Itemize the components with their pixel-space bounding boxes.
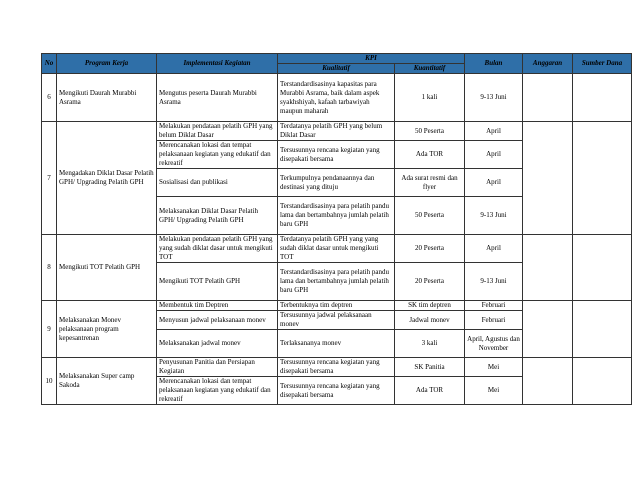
kuantitatif-cell: 50 Peserta bbox=[395, 122, 465, 141]
bulan-cell: April bbox=[465, 235, 523, 263]
implementation-cell: Melakukan pendataan pelatih GPH yang belum Diklat Dasar bbox=[157, 122, 278, 141]
anggaran-cell bbox=[523, 235, 573, 301]
header-kualitatif: Kualitatif bbox=[278, 64, 395, 74]
bulan-cell: April bbox=[465, 141, 523, 169]
kualitatif-cell: Terstandardisasinya para pelatih pandu lama dan bertambahnya jumlah pelatih baru GPH bbox=[278, 263, 395, 301]
kuantitatif-cell: 1 kali bbox=[395, 74, 465, 122]
bulan-cell: Februari bbox=[465, 301, 523, 311]
bulan-cell: April bbox=[465, 169, 523, 197]
program-no: 10 bbox=[42, 358, 57, 405]
bulan-cell: 9-13 Juni bbox=[465, 197, 523, 235]
kualitatif-cell: Tersusunnya rencana kegiatan yang disepakati bersama bbox=[278, 358, 395, 377]
bulan-cell: Februari bbox=[465, 311, 523, 330]
kualitatif-cell: Terbentuknya tim deptren bbox=[278, 301, 395, 311]
program-name: Mengikuti TOT Pelatih GPH bbox=[57, 235, 157, 301]
implementation-cell: Mengikuti TOT Pelatih GPH bbox=[157, 263, 278, 301]
kuantitatif-cell: Ada TOR bbox=[395, 141, 465, 169]
implementation-cell: Sosialisasi dan publikasi bbox=[157, 169, 278, 197]
header-kuantitatif: Kuantitatif bbox=[395, 64, 465, 74]
bulan-cell: April bbox=[465, 122, 523, 141]
program-no: 8 bbox=[42, 235, 57, 301]
implementation-cell: Membentuk tim Deptren bbox=[157, 301, 278, 311]
kualitatif-cell: Terstandardisasinya para pelatih pandu lama dan bertambahnya jumlah pelatih baru GPH bbox=[278, 197, 395, 235]
bulan-cell: 9-13 Juni bbox=[465, 263, 523, 301]
implementation-cell: Merencanakan lokasi dan tempat pelaksanaan kegiatan yang edukatif dan rekreatif bbox=[157, 377, 278, 405]
kualitatif-cell: Terstandardisasinya kapasitas para Murabbi Asrama, baik dalam aspek syakhshiyah, kafaah tarbawiyah maupun maharah bbox=[278, 74, 395, 122]
anggaran-cell bbox=[523, 301, 573, 358]
table-row bbox=[42, 358, 632, 377]
implementation-cell: Melaksanakan Diklat Dasar Pelatih GPH/ Upgrading Pelatih GPH bbox=[157, 197, 278, 235]
table-row bbox=[42, 74, 632, 122]
table-row bbox=[42, 235, 632, 263]
kualitatif-cell: Terdatanya pelatih GPH yang belum Diklat Dasar bbox=[278, 122, 395, 141]
program-name: Mengikuti Daurah Murabbi Asrama bbox=[57, 74, 157, 122]
header-anggaran: Anggaran bbox=[523, 54, 573, 74]
kuantitatif-cell: 20 Peserta bbox=[395, 235, 465, 263]
sumber-dana-cell bbox=[573, 74, 632, 122]
kuantitatif-cell: 50 Peserta bbox=[395, 197, 465, 235]
program-name: Melaksanakan Super camp Sakoda bbox=[57, 358, 157, 405]
kuantitatif-cell: 20 Peserta bbox=[395, 263, 465, 301]
header-implementasi: Implementasi Kegiatan bbox=[157, 54, 278, 74]
kuantitatif-cell: 3 kali bbox=[395, 330, 465, 358]
header-program: Program Kerja bbox=[57, 54, 157, 74]
kualitatif-cell: Terlaksananya monev bbox=[278, 330, 395, 358]
sumber-dana-cell bbox=[573, 122, 632, 235]
bulan-cell: Mei bbox=[465, 358, 523, 377]
program-name: Mengadakan Diklat Dasar Pelatih GPH/ Upgrading Pelatih GPH bbox=[57, 122, 157, 235]
anggaran-cell bbox=[523, 122, 573, 235]
sumber-dana-cell bbox=[573, 358, 632, 405]
anggaran-cell bbox=[523, 74, 573, 122]
work-program-table bbox=[41, 53, 632, 405]
bulan-cell: Mei bbox=[465, 377, 523, 405]
anggaran-cell bbox=[523, 358, 573, 405]
kuantitatif-cell: Ada surat resmi dan flyer bbox=[395, 169, 465, 197]
kualitatif-cell: Tersusunnya rencana kegiatan yang disepakati bersama bbox=[278, 377, 395, 405]
implementation-cell: Melaksanakan jadwal monev bbox=[157, 330, 278, 358]
sumber-dana-cell bbox=[573, 235, 632, 301]
table-row bbox=[42, 301, 632, 311]
program-no: 6 bbox=[42, 74, 57, 122]
kuantitatif-cell: Jadwal monev bbox=[395, 311, 465, 330]
implementation-cell: Mengutus peserta Daurah Murabbi Asrama bbox=[157, 74, 278, 122]
implementation-cell: Penyusunan Panitia dan Persiapan Kegiatan bbox=[157, 358, 278, 377]
kuantitatif-cell: Ada TOR bbox=[395, 377, 465, 405]
implementation-cell: Melakukan pendataan pelatih GPH yang yang sudah diklat dasar untuk mengikuti TOT bbox=[157, 235, 278, 263]
kualitatif-cell: Terkumpulnya pendanaannya dan destinasi yang dituju bbox=[278, 169, 395, 197]
kuantitatif-cell: SK tim deptren bbox=[395, 301, 465, 311]
bulan-cell: 9-13 Juni bbox=[465, 74, 523, 122]
implementation-cell: Menyusun jadwal pelaksanaan monev bbox=[157, 311, 278, 330]
bulan-cell: April, Agustus dan November bbox=[465, 330, 523, 358]
kualitatif-cell: Terdatanya pelatih GPH yang yang sudah diklat dasar untuk mengikuti TOT bbox=[278, 235, 395, 263]
work-program-sheet bbox=[41, 53, 632, 405]
kualitatif-cell: Tersusunnya jadwal pelaksanaan monev bbox=[278, 311, 395, 330]
kualitatif-cell: Tersusunnya rencana kegiatan yang disepakati bersama bbox=[278, 141, 395, 169]
header-sumber-dana: Sumber Dana bbox=[573, 54, 632, 74]
header-kpi: KPI bbox=[278, 54, 465, 64]
program-name: Melaksanakan Monev pelaksanaan program kepesantrenan bbox=[57, 301, 157, 358]
implementation-cell: Merencanakan lokasi dan tempat pelaksanaan kegiatan yang edukatif dan rekreatif bbox=[157, 141, 278, 169]
table-row bbox=[42, 122, 632, 141]
header-no: No bbox=[42, 54, 57, 74]
header-bulan: Bulan bbox=[465, 54, 523, 74]
program-no: 7 bbox=[42, 122, 57, 235]
program-no: 9 bbox=[42, 301, 57, 358]
kuantitatif-cell: SK Panitia bbox=[395, 358, 465, 377]
sumber-dana-cell bbox=[573, 301, 632, 358]
